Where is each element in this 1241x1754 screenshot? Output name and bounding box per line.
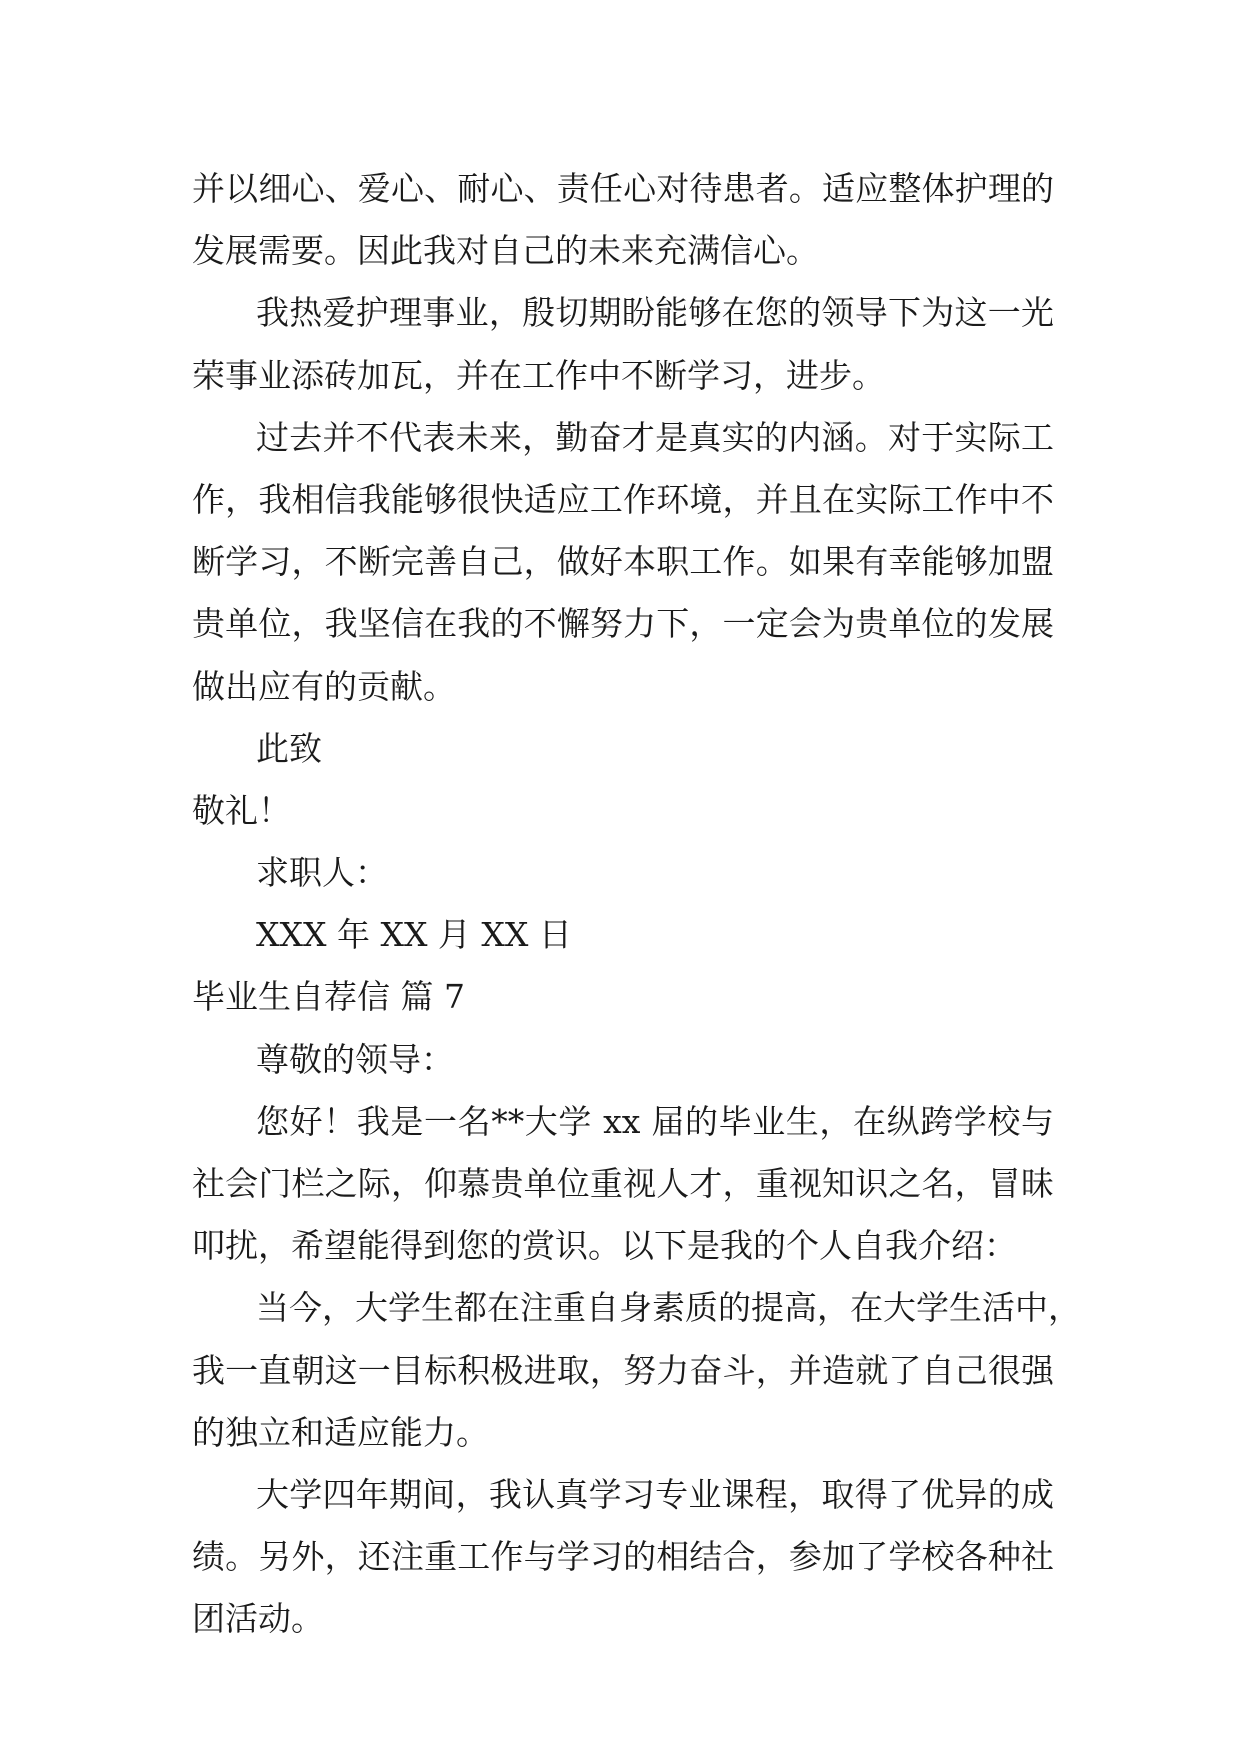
greeting: 尊敬的领导： <box>256 1039 454 1079</box>
closing-salutation: 此致 <box>256 728 322 768</box>
text-line: 发展需要。因此我对自己的未来充满信心。 <box>192 231 819 271</box>
text-line: 作，我相信我能够很快适应工作环境，并且在实际工作中不 <box>192 479 1054 519</box>
text-line: 您好！我是一名**大学 xx 届的毕业生，在纵跨学校与 <box>256 1101 1054 1141</box>
text-line: 做出应有的贡献。 <box>192 666 456 706</box>
text-line: 的独立和适应能力。 <box>192 1412 489 1452</box>
letter-body <box>192 158 1081 1651</box>
date-line: XXX 年 XX 月 XX 日 <box>256 915 572 955</box>
closing-regards: 敬礼！ <box>192 790 291 830</box>
text-line: 断学习，不断完善自己，做好本职工作。如果有幸能够加盟 <box>192 542 1054 582</box>
text-line: 叩扰，希望能得到您的赏识。以下是我的个人自我介绍： <box>192 1226 1017 1266</box>
text-line: 荣事业添砖加瓦，并在工作中不断学习，进步。 <box>192 355 885 395</box>
text-line: 我热爱护理事业，殷切期盼能够在您的领导下为这一光 <box>256 293 1054 333</box>
text-line: 贵单位，我坚信在我的不懈努力下，一定会为贵单位的发展 <box>192 604 1054 644</box>
text-line: 过去并不代表未来，勤奋才是真实的内涵。对于实际工 <box>256 417 1054 457</box>
text-line: 社会门栏之际，仰慕贵单位重视人才，重视知识之名，冒昧 <box>192 1164 1054 1203</box>
text-line: 团活动。 <box>192 1599 324 1639</box>
text-line: 并以细心、爱心、耐心、责任心对待患者。适应整体护理的 <box>192 169 1054 208</box>
section-heading: 毕业生自荐信 篇 7 <box>192 977 465 1017</box>
text-line: 绩。另外，还注重工作与学习的相结合，参加了学校各种社 <box>192 1537 1054 1577</box>
text-line: 当今，大学生都在注重自身素质的提高，在大学生活中， <box>256 1288 1081 1328</box>
applicant-label: 求职人： <box>256 853 388 893</box>
text-line: 我一直朝这一目标积极进取，努力奋斗，并造就了自己很强 <box>192 1350 1054 1390</box>
text-line: 大学四年期间，我认真学习专业课程，取得了优异的成 <box>256 1474 1054 1514</box>
